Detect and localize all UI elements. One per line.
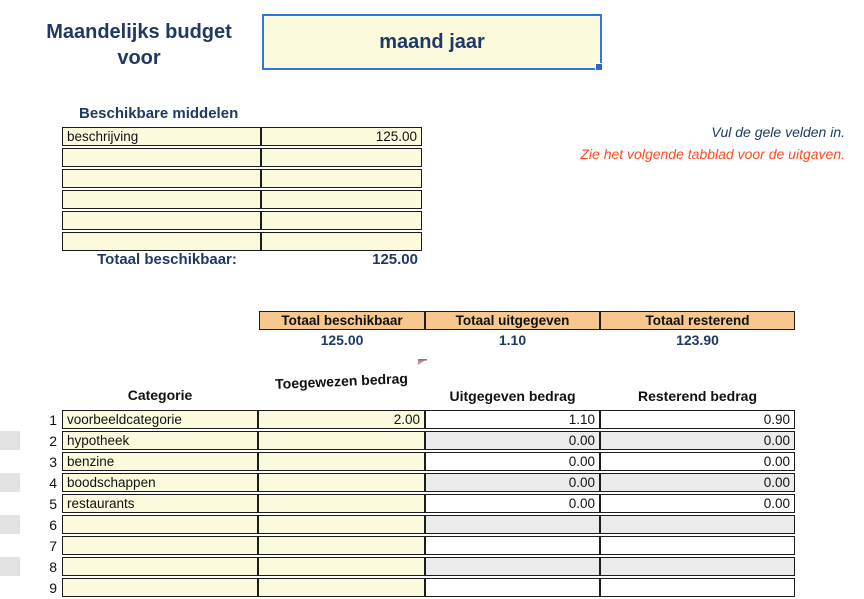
spent-cell[interactable]: 0.00 <box>425 473 600 492</box>
remaining-cell[interactable] <box>600 557 795 576</box>
spent-cell[interactable] <box>425 578 600 597</box>
funds-total-value: 125.00 <box>372 251 418 268</box>
category-cell[interactable]: voorbeeldcategorie <box>62 410 258 429</box>
remaining-cell[interactable]: 0.00 <box>600 431 795 450</box>
category-row <box>0 452 795 471</box>
fund-description-cell[interactable] <box>62 232 261 251</box>
column-header-spent: Uitgegeven bedrag <box>449 388 576 404</box>
allocated-cell[interactable] <box>258 536 425 555</box>
available-funds-heading: Beschikbare middelen <box>79 105 239 122</box>
available-funds-table <box>62 125 422 253</box>
spent-cell[interactable] <box>425 557 600 576</box>
remaining-cell[interactable] <box>600 578 795 597</box>
fund-description-cell[interactable] <box>62 169 261 188</box>
page-title: Maandelijks budget voor <box>46 21 232 69</box>
category-row <box>0 578 795 597</box>
row-stripe <box>0 515 20 534</box>
summary-value-spent: 1.10 <box>498 332 527 348</box>
funds-row <box>62 169 422 188</box>
row-number[interactable]: 7 <box>49 537 57 554</box>
spent-cell[interactable]: 0.00 <box>425 452 600 471</box>
remaining-cell[interactable]: 0.00 <box>600 473 795 492</box>
row-stripe <box>0 452 20 471</box>
category-table <box>0 408 795 599</box>
fund-amount-cell[interactable] <box>261 148 422 167</box>
category-row <box>0 431 795 450</box>
summary-header-available: Totaal beschikbaar <box>259 311 425 330</box>
month-year-cell[interactable] <box>262 14 602 70</box>
fund-amount-cell[interactable] <box>261 169 422 188</box>
summary-value-available: 125.00 <box>320 332 364 348</box>
row-number[interactable]: 9 <box>49 579 57 596</box>
funds-row <box>62 190 422 209</box>
fund-description-cell[interactable] <box>62 148 261 167</box>
funds-row <box>62 232 422 251</box>
allocated-cell[interactable] <box>258 494 425 513</box>
funds-row <box>62 211 422 230</box>
fund-amount-cell[interactable] <box>261 190 422 209</box>
month-year-value: maand jaar <box>379 30 485 53</box>
category-cell[interactable] <box>62 536 258 555</box>
column-header-remaining: Resterend bedrag <box>637 388 758 404</box>
category-cell[interactable]: restaurants <box>62 494 258 513</box>
summary-values-row <box>259 332 795 348</box>
fund-amount-cell[interactable]: 125.00 <box>261 127 422 146</box>
row-stripe <box>0 578 20 597</box>
instruction-next-tab: Zie het volgende tabblad voor de uitgaven. <box>580 146 845 162</box>
remaining-cell[interactable] <box>600 515 795 534</box>
summary-header-spent: Totaal uitgegeven <box>425 311 600 330</box>
fund-description-cell[interactable] <box>62 190 261 209</box>
category-row <box>0 557 795 576</box>
spent-cell[interactable]: 0.00 <box>425 431 600 450</box>
allocated-cell[interactable] <box>258 431 425 450</box>
fund-amount-cell[interactable] <box>261 211 422 230</box>
row-number[interactable]: 5 <box>49 495 57 512</box>
funds-row <box>62 148 422 167</box>
allocated-cell[interactable] <box>258 557 425 576</box>
row-number[interactable]: 4 <box>49 474 57 491</box>
spent-cell[interactable] <box>425 536 600 555</box>
row-stripe <box>0 494 20 513</box>
summary-header-row <box>259 309 795 332</box>
remaining-cell[interactable]: 0.00 <box>600 494 795 513</box>
category-row <box>0 410 795 429</box>
category-row <box>0 515 795 534</box>
fund-description-cell[interactable]: beschrijving <box>62 127 261 146</box>
row-stripe <box>0 473 20 492</box>
remaining-cell[interactable]: 0.90 <box>600 410 795 429</box>
row-stripe <box>0 536 20 555</box>
category-cell[interactable] <box>62 578 258 597</box>
summary-value-remaining: 123.90 <box>676 332 719 348</box>
category-row <box>0 473 795 492</box>
column-header-category: Categorie <box>127 387 193 403</box>
allocated-cell[interactable] <box>258 578 425 597</box>
row-number[interactable]: 8 <box>49 558 57 575</box>
row-number[interactable]: 1 <box>49 411 57 428</box>
row-number[interactable]: 3 <box>49 453 57 470</box>
fill-handle-icon[interactable] <box>595 63 603 71</box>
category-row <box>0 494 795 513</box>
row-stripe <box>0 410 20 429</box>
marker-arrow-icon <box>418 359 427 366</box>
category-cell[interactable]: benzine <box>62 452 258 471</box>
fund-amount-cell[interactable] <box>261 232 422 251</box>
allocated-cell[interactable]: 2.00 <box>258 410 425 429</box>
category-cell[interactable]: boodschappen <box>62 473 258 492</box>
funds-row <box>62 127 422 146</box>
summary-header-remaining: Totaal resterend <box>600 311 795 330</box>
category-cell[interactable]: hypotheek <box>62 431 258 450</box>
fund-description-cell[interactable] <box>62 211 261 230</box>
spent-cell[interactable] <box>425 515 600 534</box>
row-stripe <box>0 431 20 450</box>
row-number[interactable]: 6 <box>49 516 57 533</box>
instructions <box>425 121 845 165</box>
remaining-cell[interactable] <box>600 536 795 555</box>
allocated-cell[interactable] <box>258 473 425 492</box>
allocated-cell[interactable] <box>258 452 425 471</box>
remaining-cell[interactable]: 0.00 <box>600 452 795 471</box>
category-row <box>0 536 795 555</box>
row-stripe <box>0 557 20 576</box>
column-header-allocated: Toegewezen bedrag <box>274 370 409 392</box>
table-row <box>259 311 795 330</box>
instruction-fill-yellow: Vul de gele velden in. <box>711 124 845 140</box>
funds-total-label: Totaal beschikbaar: <box>97 251 237 268</box>
spent-cell[interactable]: 1.10 <box>425 410 600 429</box>
spent-cell[interactable]: 0.00 <box>425 494 600 513</box>
row-number[interactable]: 2 <box>49 432 57 449</box>
allocated-cell[interactable] <box>258 515 425 534</box>
category-cell[interactable] <box>62 557 258 576</box>
category-cell[interactable] <box>62 515 258 534</box>
